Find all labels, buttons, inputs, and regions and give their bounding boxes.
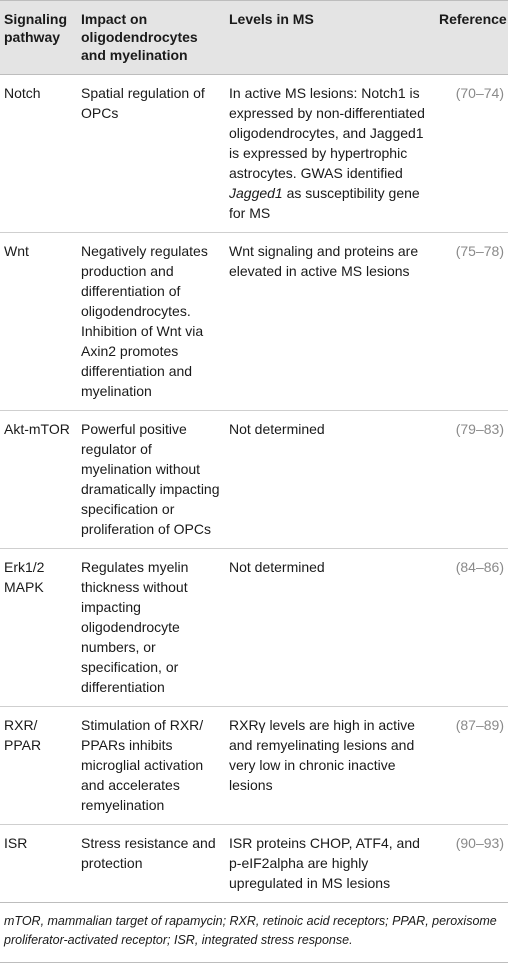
levels-text: RXRγ levels are high in active and remyelinating lesions and very low in chronic inactive lesions [229,717,415,793]
levels-text: ISR proteins CHOP, ATF4, and p-eIF2alpha are highly upregulated in MS lesions [229,835,420,891]
levels-cell [225,549,435,707]
table-row [0,411,508,549]
header-signaling-pathway: Signaling pathway [0,1,77,75]
table-row [0,75,508,233]
levels-text-end: as susceptibility gene for MS [229,185,420,221]
levels-cell [225,707,435,825]
table-row [0,549,508,707]
levels-cell [225,411,435,549]
reference-cell: (84–86) [435,549,508,707]
reference-cell: (90–93) [435,825,508,903]
pathway-cell: Erk1/2 MAPK [0,549,77,707]
pathway-cell: ISR [0,825,77,903]
reference-cell: (70–74) [435,75,508,233]
table-footnote: mTOR, mammalian target of rapamycin; RXR, retinoic acid receptors; PPAR, peroxisome proliferator-activated receptor; ISR, integrated stress response. [4,914,497,947]
levels-text: Not determined [229,559,325,575]
impact-cell: Powerful positive regulator of myelination without dramatically impacting specification or proliferation of OPCs [77,411,225,549]
header-reference: Reference [435,1,508,75]
table-body [0,75,508,903]
levels-text: Wnt signaling and proteins are elevated in active MS lesions [229,243,419,279]
impact-cell: Stress resistance and protection [77,825,225,903]
table-header [0,1,508,75]
pathway-cell: Wnt [0,233,77,411]
reference-cell: (75–78) [435,233,508,411]
table-row [0,233,508,411]
header-impact: Impact on oligodendrocytes and myelination [77,1,225,75]
impact-cell: Regulates myelin thickness without impacting oligodendrocyte numbers, or specification, or differentiation [77,549,225,707]
table-row [0,707,508,825]
impact-cell: Negatively regulates production and differentiation of oligodendrocytes. Inhibition of Wnt via Axin2 promotes differentiation and myelination [77,233,225,411]
reference-cell: (87–89) [435,707,508,825]
levels-italic-text: Jagged1 [229,185,283,201]
header-row [0,1,508,75]
pathway-cell: Akt-mTOR [0,411,77,549]
levels-cell [225,233,435,411]
pathway-cell: Notch [0,75,77,233]
reference-cell: (79–83) [435,411,508,549]
levels-text: Not determined [229,421,325,437]
levels-cell [225,75,435,233]
levels-text: In active MS lesions: Notch1 is expressed by non-differentiated oligodendrocytes, and Jagged1 is expressed by hypertrophic astrocytes. GWAS identified [229,85,425,181]
impact-cell: Stimulation of RXR/ PPARs inhibits microglial activation and accelerates remyelination [77,707,225,825]
levels-cell [225,825,435,903]
pathway-cell: RXR/ PPAR [0,707,77,825]
impact-cell: Spatial regulation of OPCs [77,75,225,233]
table-row [0,825,508,903]
header-levels-in-ms: Levels in MS [225,1,435,75]
